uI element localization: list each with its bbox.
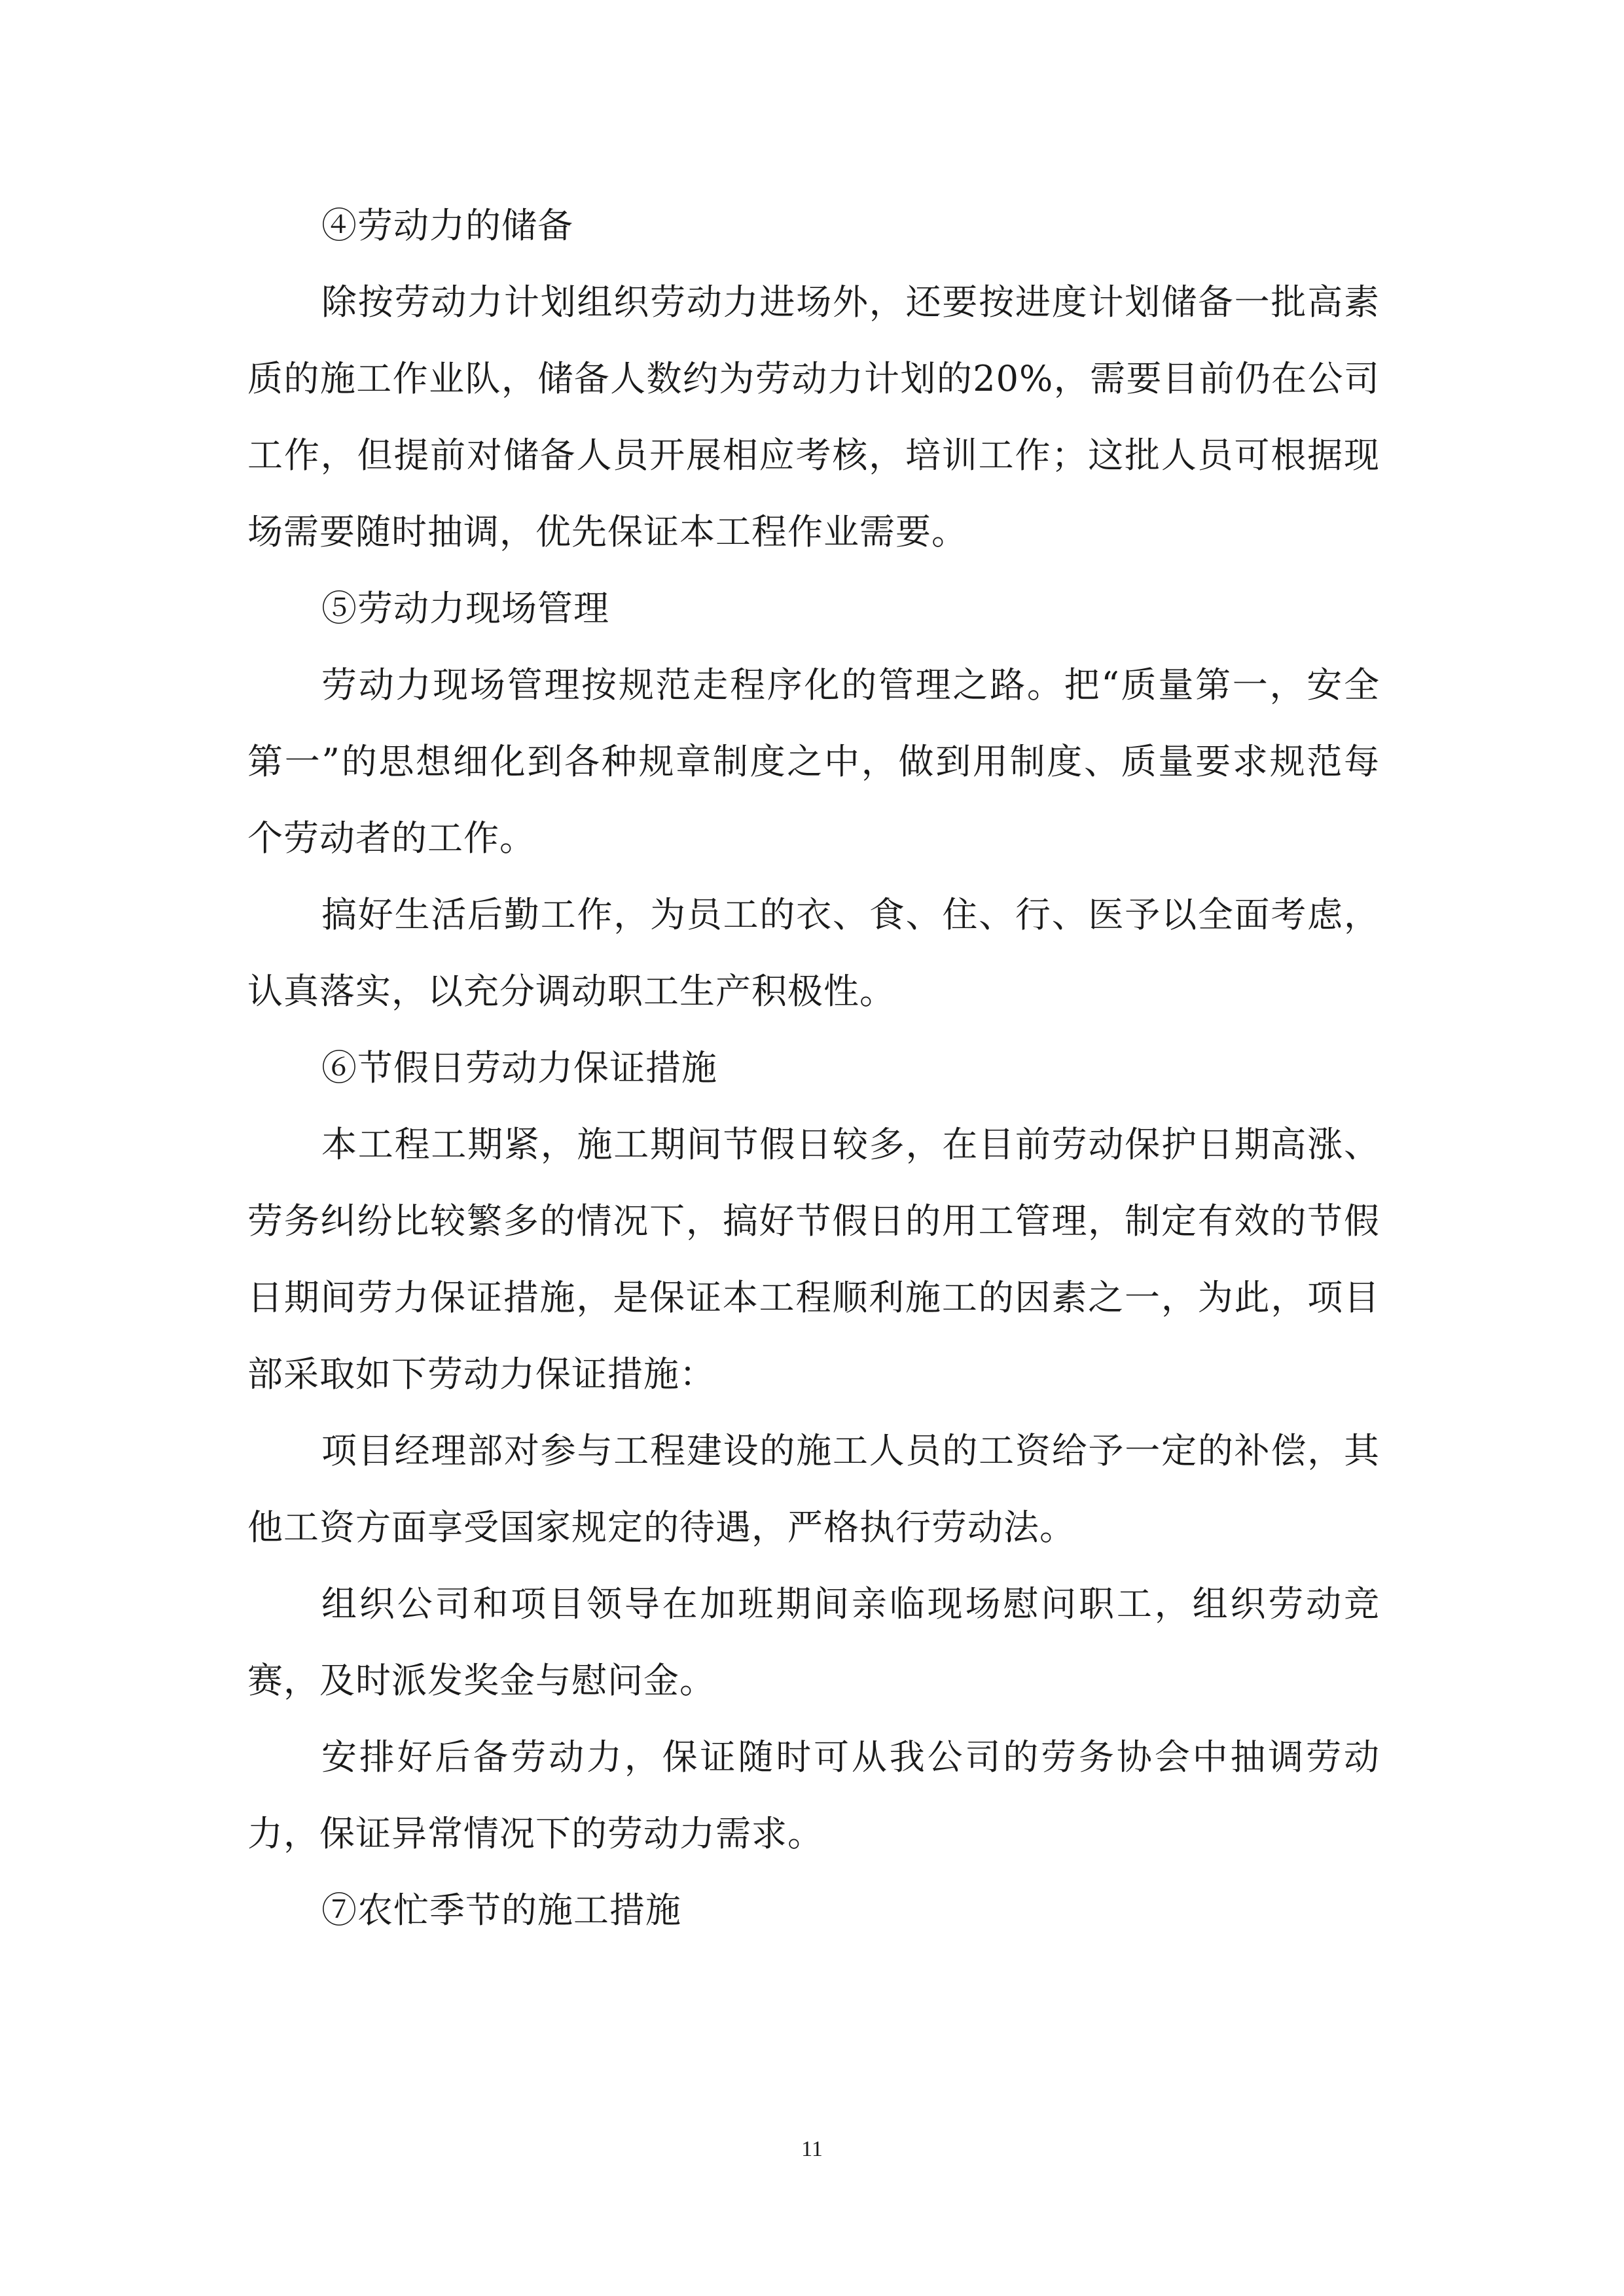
- paragraph-logistics: 搞好生活后勤工作，为员工的衣、食、住、行、医予以全面考虑，认真落实，以充分调动职工生产积极性。: [247, 894, 1380, 1012]
- paragraph-wage-compensation: 项目经理部对参与工程建设的施工人员的工资给予一定的补偿，其他工资方面享受国家规定的待遇，严格执行劳动法。: [247, 1430, 1380, 1548]
- paragraph-holiday-intro: 本工程工期紧，施工期间节假日较多，在目前劳动保护日期高涨、劳务纠纷比较繁多的情况下，搞好节假日的用工管理，制定有效的节假日期间劳力保证措施，是保证本工程顺利施工的因素之一，为此，项目部采取如下劳动力保证措施：: [247, 1124, 1380, 1395]
- paragraph-site-management: 劳动力现场管理按规范走程序化的管理之路。把“质量第一，安全第一”的思想细化到各种规章制度之中，做到用制度、质量要求规范每个劳动者的工作。: [247, 664, 1380, 859]
- paragraph-labor-reserve: 除按劳动力计划组织劳动力进场外，还要按进度计划储备一批高素质的施工作业队，储备人数约为劳动力计划的20%，需要目前仍在公司工作，但提前对储备人员开展相应考核，培训工作；这批人员可根据现场需要随时抽调，优先保证本工程作业需要。: [247, 281, 1380, 552]
- section-heading-labor-reserve: ④劳动力的储备: [321, 205, 573, 246]
- section-heading-farming-season: ⑦农忙季节的施工措施: [321, 1890, 681, 1931]
- section-heading-holiday-measures: ⑥节假日劳动力保证措施: [321, 1047, 717, 1088]
- paragraph-backup-labor: 安排好后备劳动力，保证随时可从我公司的劳务协会中抽调劳动力，保证异常情况下的劳动力需求。: [247, 1736, 1380, 1854]
- paragraph-condolence-visits: 组织公司和项目领导在加班期间亲临现场慰问职工，组织劳动竞赛，及时派发奖金与慰问金。: [247, 1583, 1380, 1701]
- document-body: [247, 187, 1380, 1948]
- page-number: 11: [801, 2137, 823, 2161]
- section-heading-site-management: ⑤劳动力现场管理: [321, 588, 609, 629]
